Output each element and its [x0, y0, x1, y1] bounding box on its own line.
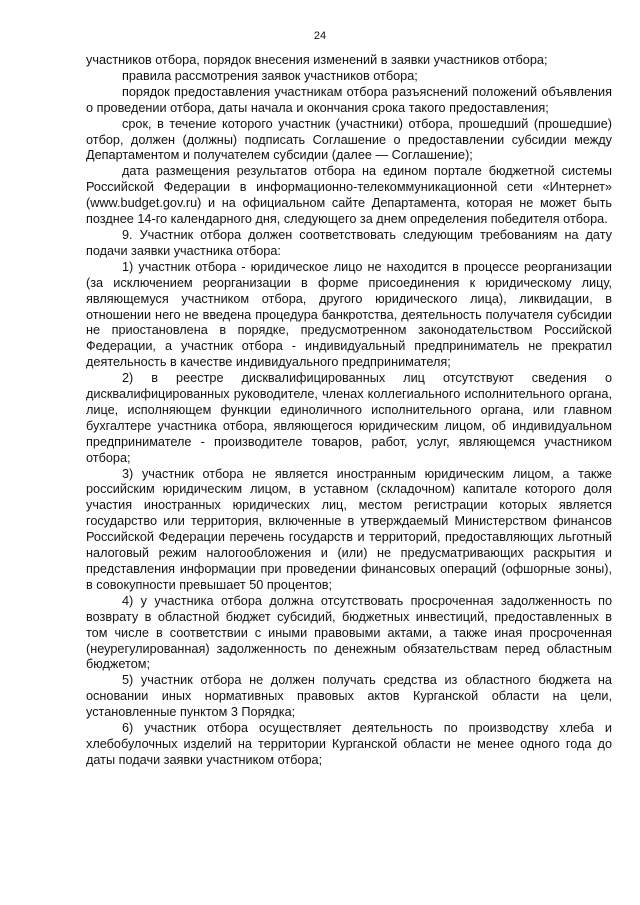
paragraph-5: дата размещения результатов отбора на едином портале бюджетной системы Российской Федерации в информационно-телекоммуникационной сети «Интернет» (www.budget.gov.ru) и на официальном сайте Департамента, которая не может быть позднее 14-го календарного дня, следующего за днем определения победителя отбора. [86, 164, 612, 227]
paragraph-10: 4) у участника отбора должна отсутствовать просроченная задолженность по возврату в областной бюджет субсидий, бюджетных инвестиций, предоставленных в том числе в соответствии с иными правовыми актами, а также иная просроченная (неурегулированная) задолженность по денежным обязательствам перед областным бюджетом; [86, 593, 612, 672]
paragraph-7: 1) участник отбора - юридическое лицо не находится в процессе реорганизации (за исключением реорганизации в форме присоединения к юридическому лицу, являющемуся участником отбора, другого юридического лица), ликвидации, в отношении него не введена процедура банкротства, деятельность получателя субсидии не приостановлена в порядке, предусмотренном законодательством Российской Федерации, а участник отбора - индивидуальный предприниматель не прекратил деятельность в качестве индивидуального предпринимателя; [86, 259, 612, 370]
page-number: 24 [313, 30, 327, 42]
document-body [86, 53, 612, 769]
paragraph-3: порядок предоставления участникам отбора разъяснений положений объявления о проведении отбора, даты начала и окончания срока такого предоставления; [86, 84, 612, 115]
paragraph-8: 2) в реестре дисквалифицированных лиц отсутствуют сведения о дисквалифицированных руководителе, членах коллегиального исполнительного органа, лице, исполняющем функции единоличного исполнительного органа, или главном бухгалтере участника отбора, являющегося юридическим лицом, об индивидуальном предпринимателе - производителе товаров, работ, услуг, являющемся участником отбора; [86, 371, 612, 465]
paragraph-1: участников отбора, порядок внесения изменений в заявки участников отбора; [86, 53, 548, 67]
paragraph-12: 6) участник отбора осуществляет деятельность по производству хлеба и хлебобулочных изделий на территории Курганской области не менее одного года до даты подачи заявки участником отбора; [86, 721, 612, 767]
paragraph-4: срок, в течение которого участник (участники) отбора, прошедший (прошедшие) отбор, должен (должны) подписать Соглашение о предоставлении субсидии между Департаментом и получателем субсидии (далее — Соглашение); [86, 116, 612, 163]
paragraph-9: 3) участник отбора не является иностранным юридическим лицом, а также российским юридическим лицом, в уставном (складочном) капитале которого доля участия иностранных юридических лиц, местом регистрации которых является государство или территория, включенные в утверждаемый Министерством финансов Российской Федерации перечень государств и территорий, предоставляющих льготный налоговый режим налогообложения и (или) не предусматривающих раскрытия и представления информации при проведении финансовых операций (офшорные зоны), в совокупности превышает 50 процентов; [86, 466, 612, 592]
paragraph-6: 9. Участник отбора должен соответствовать следующим требованиям на дату подачи заявки участника отбора: [86, 227, 612, 258]
paragraph-2: правила рассмотрения заявок участников отбора; [122, 68, 418, 83]
paragraph-11: 5) участник отбора не должен получать средства из областного бюджета на основании иных нормативных правовых актов Курганской области на цели, установленные пунктом 3 Порядка; [86, 673, 612, 720]
